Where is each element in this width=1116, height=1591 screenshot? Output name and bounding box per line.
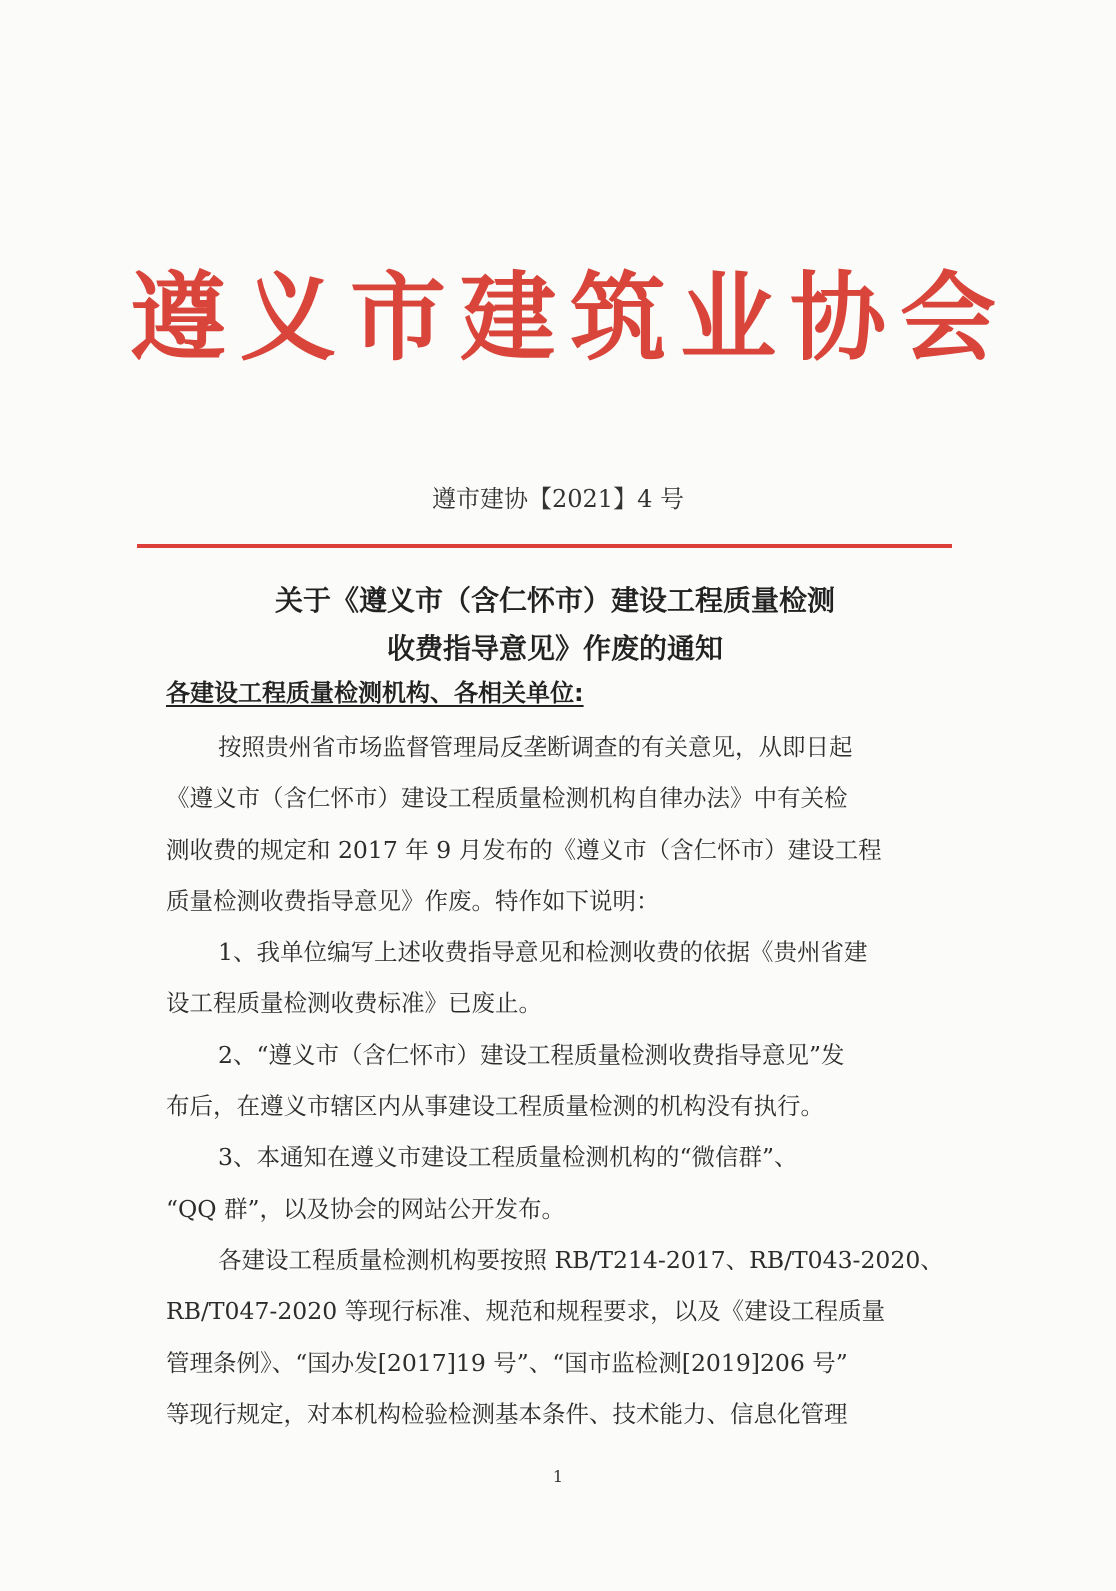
body-line: 设工程质量检测收费标准》已废止。 bbox=[166, 989, 542, 1018]
document-number: 遵市建协【2021】4 号 bbox=[432, 485, 684, 513]
notice-title-line-1: 关于《遵义市（含仁怀市）建设工程质量检测 bbox=[274, 584, 835, 617]
letterhead-org-name: 遵义市建筑业协会 bbox=[130, 262, 1010, 374]
body-line: 3、本通知在遵义市建设工程质量检测机构的“微信群”、 bbox=[218, 1143, 798, 1172]
page-number: 1 bbox=[552, 1467, 564, 1486]
body-line: 《遵义市（含仁怀市）建设工程质量检测机构自律办法》中有关检 bbox=[166, 784, 848, 813]
body-line: “QQ 群”，以及协会的网站公开发布。 bbox=[166, 1194, 566, 1223]
body-line: 管理条例》、“国办发[2017]19 号”、“国市监检测[2019]206 号” bbox=[166, 1348, 848, 1377]
notice-title bbox=[140, 577, 970, 673]
notice-body bbox=[166, 722, 946, 1440]
notice-title-line-2: 收费指导意见》作废的通知 bbox=[386, 632, 723, 665]
body-line: 测收费的规定和 2017 年 9 月发布的《遵义市（含仁怀市）建设工程 bbox=[166, 835, 882, 864]
letterhead-red-rule bbox=[137, 544, 952, 548]
body-line: 2、“遵义市（含仁怀市）建设工程质量检测收费指导意见”发 bbox=[218, 1040, 845, 1069]
salutation: 各建设工程质量检测机构、各相关单位: bbox=[166, 679, 584, 707]
body-line: 1、我单位编写上述收费指导意见和检测收费的依据《贵州省建 bbox=[218, 938, 868, 967]
body-line: 各建设工程质量检测机构要按照 RB/T214-2017、RB/T043-2020、 bbox=[218, 1245, 944, 1274]
body-line: 按照贵州省市场监督管理局反垄断调查的有关意见，从即日起 bbox=[218, 733, 853, 761]
body-line: 布后，在遵义市辖区内从事建设工程质量检测的机构没有执行。 bbox=[166, 1092, 824, 1121]
body-line: 等现行规定，对本机构检验检测基本条件、技术能力、信息化管理 bbox=[166, 1399, 848, 1428]
body-line: RB/T047-2020 等现行标准、规范和规程要求，以及《建设工程质量 bbox=[166, 1297, 886, 1326]
body-line: 质量检测收费指导意见》作废。特作如下说明： bbox=[166, 886, 660, 915]
